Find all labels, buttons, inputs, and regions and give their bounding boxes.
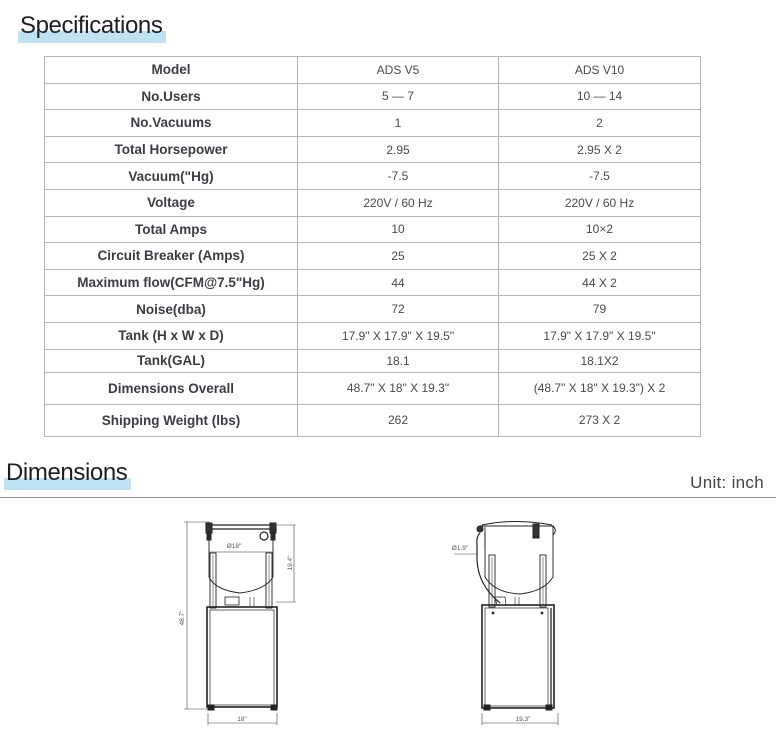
cell-v5: 48.7" X 18" X 19.3" [298, 372, 499, 404]
row-label: Noise(dba) [45, 296, 298, 323]
table-row [45, 349, 701, 372]
cell-v5: 17.9" X 17.9" X 19.5" [298, 322, 499, 349]
cell-v5: 220V / 60 Hz [298, 189, 499, 216]
table-row [45, 243, 701, 270]
row-label: Total Amps [45, 216, 298, 243]
cell-v10: 18.1X2 [499, 349, 701, 372]
row-label: Circuit Breaker (Amps) [45, 243, 298, 270]
row-label: Tank (H x W x D) [45, 322, 298, 349]
cell-v5: -7.5 [298, 163, 499, 190]
tank-diameter-label: Ø18" [226, 543, 242, 550]
cell-v5: 72 [298, 296, 499, 323]
cell-v5: 18.1 [298, 349, 499, 372]
table-row [45, 83, 701, 110]
front-view-drawing [170, 515, 310, 740]
table-row [45, 110, 701, 137]
cell-v10: 79 [499, 296, 701, 323]
row-label: No.Users [45, 83, 298, 110]
specifications-heading: Specifications [20, 14, 162, 38]
cell-v5: 10 [298, 216, 499, 243]
column-header-model: Model [45, 57, 298, 84]
cell-v10: 2 [499, 110, 701, 137]
cell-v5: 25 [298, 243, 499, 270]
width-label: 18" [237, 716, 247, 723]
table-row [45, 189, 701, 216]
table-row [45, 296, 701, 323]
row-label: Shipping Weight (lbs) [45, 404, 298, 436]
table-row [45, 404, 701, 436]
cell-v10: 273 X 2 [499, 404, 701, 436]
divider [0, 497, 776, 498]
cell-v10: 17.9" X 17.9" X 19.5" [499, 322, 701, 349]
table-header-row [45, 57, 701, 84]
cell-v5: 1 [298, 110, 499, 137]
overall-height-label: 48.7" [179, 610, 186, 626]
cell-v10: 10×2 [499, 216, 701, 243]
cell-v10: (48.7" X 18" X 19.3") X 2 [499, 372, 701, 404]
column-header-ads-v10: ADS V10 [499, 57, 701, 84]
row-label: Total Horsepower [45, 136, 298, 163]
table-row [45, 269, 701, 296]
table-row [45, 372, 701, 404]
cell-v10: 44 X 2 [499, 269, 701, 296]
row-label: No.Vacuums [45, 110, 298, 137]
table-row [45, 163, 701, 190]
cell-v5: 2.95 [298, 136, 499, 163]
cell-v5: 5 — 7 [298, 83, 499, 110]
cell-v5: 262 [298, 404, 499, 436]
depth-label: 19.3" [515, 716, 531, 723]
table-row [45, 216, 701, 243]
unit-label: Unit: inch [690, 473, 764, 492]
hose-diameter-label: Ø1.9" [451, 545, 469, 552]
cell-v10: 2.95 X 2 [499, 136, 701, 163]
column-header-ads-v5: ADS V5 [298, 57, 499, 84]
specifications-table [44, 56, 701, 437]
cell-v10: 10 — 14 [499, 83, 701, 110]
row-label: Maximum flow(CFM@7.5"Hg) [45, 269, 298, 296]
side-view-drawing [440, 515, 580, 740]
cell-v10: 25 X 2 [499, 243, 701, 270]
cell-v10: -7.5 [499, 163, 701, 190]
row-label: Tank(GAL) [45, 349, 298, 372]
row-label: Dimensions Overall [45, 372, 298, 404]
row-label: Voltage [45, 189, 298, 216]
cell-v10: 220V / 60 Hz [499, 189, 701, 216]
dimensions-heading: Dimensions [6, 461, 127, 485]
tank-height-label: 19.4" [287, 555, 294, 571]
table-row [45, 322, 701, 349]
table-row [45, 136, 701, 163]
row-label: Vacuum("Hg) [45, 163, 298, 190]
cell-v5: 44 [298, 269, 499, 296]
